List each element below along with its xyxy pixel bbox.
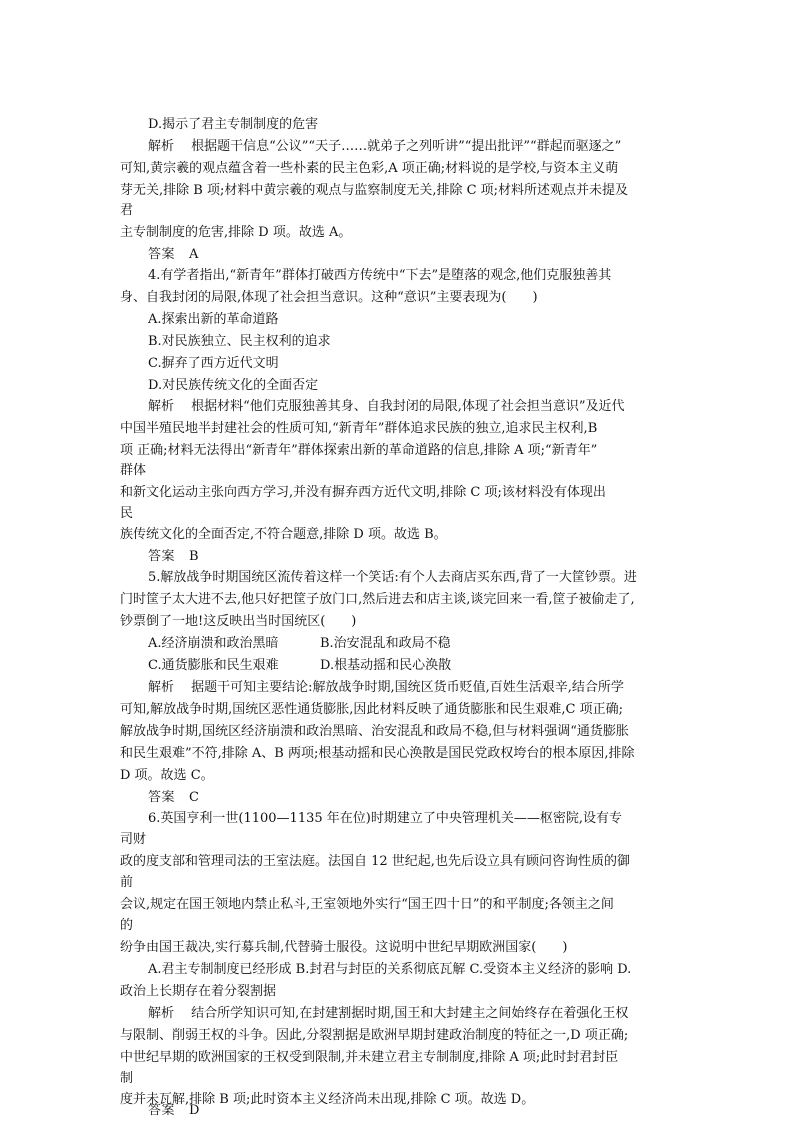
analysis-q5-line: 和民生艰难”不符,排除 A、B 两项;根基动摇和民心涣散是国民党政权垮台的根本原因,排除 bbox=[120, 746, 635, 761]
answer-label: 答案 bbox=[148, 790, 176, 805]
answer-q5 bbox=[148, 787, 199, 809]
question-4-stem: 4.有学者指出,“新青年”群体打破西方传统中“下去”是堕落的观念,他们克服独善其 bbox=[148, 268, 612, 283]
analysis-q6-line: 解析 结合所学知识可知,在封建割据时期,国王和大封建主之间始终存在着强化王权 bbox=[148, 1006, 629, 1021]
question-6-stem: 政的度支部和管理司法的王室法庭。法国自 12 世纪起,也先后设立具有顾问咨询性质的御 bbox=[120, 854, 630, 869]
option-d-q3: D.揭示了君主专制制度的危害 bbox=[148, 117, 319, 132]
option-a-q4: A.探索出新的革命道路 bbox=[148, 312, 279, 327]
analysis-q4-line: 项 正确;材料无法得出“新青年”群体探索出新的革命道路的信息,排除 A 项;“新青年” bbox=[120, 443, 598, 458]
analysis-q6-line: 与限制、削弱王权的斗争。因此,分裂割据是欧洲早期封建政治制度的特征之一,D 项正确; bbox=[120, 1028, 629, 1043]
question-5-stem: 门时筐子太大进不去,他只好把筐子放门口,然后进去和店主谈,谈完回来一看,筐子被偷走了, bbox=[120, 592, 635, 607]
option-d-q6: 政治上长期存在着分裂割据 bbox=[120, 984, 277, 999]
question-5-stem: 5.解放战争时期国统区流传着这样一个笑话:有个人去商店买东西,背了一大筐钞票。进 bbox=[148, 570, 637, 585]
question-6-stem: 前 bbox=[120, 875, 134, 890]
answer-value: B bbox=[189, 549, 200, 564]
analysis-q3-line: 君 bbox=[120, 203, 134, 218]
analysis-q4-line: 和新文化运动主张向西方学习,并没有摒弃西方近代文明,排除 C 项;该材料没有体现出 bbox=[120, 485, 606, 500]
answer-value: D bbox=[189, 1103, 200, 1118]
analysis-q4-line: 解析 根据材料“他们克服独善其身、自我封闭的局限,体现了社会担当意识”及近代 bbox=[148, 399, 625, 414]
option-a-q5: A.经济崩溃和政治黑暗 bbox=[148, 636, 279, 651]
analysis-q3-line: 解析 根据题干信息“公议”“天子……就弟子之列听讲”“提出批评”“群起而驱逐之” bbox=[148, 139, 622, 154]
option-b-q4: B.对民族独立、民主权利的追求 bbox=[148, 334, 331, 349]
option-c-q5: C.通货膨胀和民生艰难 bbox=[148, 658, 279, 673]
option-d-q4: D.对民族传统文化的全面否定 bbox=[148, 378, 319, 393]
option-b-q5: B.治安混乱和政局不稳 bbox=[320, 636, 451, 651]
question-5-stem: 钞票倒了一地!这反映出当时国统区( ) bbox=[120, 614, 357, 629]
analysis-q6-line: 度并未瓦解,排除 B 项;此时资本主义经济尚未出现,排除 C 项。故选 D。 bbox=[120, 1092, 535, 1107]
analysis-q5-line: D 项。故选 C。 bbox=[120, 768, 214, 783]
analysis-q4-line: 民 bbox=[120, 506, 134, 521]
analysis-q4-line: 中国半殖民地半封建社会的性质可知,“新青年”群体追求民族的独立,追求民主权利,B bbox=[120, 421, 598, 436]
analysis-q6-line: 中世纪早期的欧洲国家的王权受到限制,并未建立君主专制制度,排除 A 项;此时封君封臣 bbox=[120, 1050, 619, 1065]
question-4-stem: 身、自我封闭的局限,体现了社会担当意识。这种“意识”主要表现为( ) bbox=[120, 290, 538, 305]
question-6-stem: 纷争由国王裁决,实行募兵制,代替骑士服役。这说明中世纪早期欧洲国家( ) bbox=[120, 940, 568, 955]
analysis-q5-line: 解析 据题干可知主要结论:解放战争时期,国统区货币贬值,百姓生活艰辛,结合所学 bbox=[148, 680, 624, 695]
answer-q3 bbox=[148, 244, 199, 266]
analysis-q3-line: 可知,黄宗羲的观点蕴含着一些朴素的民主色彩,A 项正确;材料说的是学校,与资本主义萌 bbox=[120, 161, 619, 176]
analysis-q6-line: 制 bbox=[120, 1071, 134, 1086]
answer-q4 bbox=[148, 546, 199, 568]
options-q6: A.君主专制制度已经形成 B.封君与封臣的关系彻底瓦解 C.受资本主义经济的影响 D. bbox=[148, 962, 632, 977]
answer-label: 答案 bbox=[148, 247, 176, 262]
analysis-q3-line: 主专制制度的危害,排除 D 项。故选 A。 bbox=[120, 225, 352, 240]
analysis-q3-line: 芽无关,排除 B 项;材料中黄宗羲的观点与监察制度无关,排除 C 项;材料所述观点并未提及 bbox=[120, 183, 629, 198]
option-d-q5: D.根基动摇和民心涣散 bbox=[320, 658, 452, 673]
analysis-q5-line: 可知,解放战争时期,国统区恶性通货膨胀,因此材料反映了通货膨胀和民生艰难,C 项正确; bbox=[120, 702, 623, 717]
analysis-q4-line: 群体 bbox=[120, 463, 147, 478]
answer-value: C bbox=[189, 790, 200, 805]
question-6-stem: 会议,规定在国王领地内禁止私斗,王室领地外实行“国王四十日”的和平制度;各领主之间 bbox=[120, 897, 614, 912]
option-c-q4: C.摒弃了西方近代文明 bbox=[148, 356, 279, 371]
question-6-stem: 6.英国亨利一世(1100—1135 年在位)时期建立了中央管理机关——枢密院,设有专 bbox=[148, 811, 622, 826]
question-6-stem: 司财 bbox=[120, 832, 147, 847]
answer-q6 bbox=[148, 1100, 200, 1122]
analysis-q5-line: 解放战争时期,国统区经济崩溃和政治黑暗、治安混乱和政局不稳,但与材料强调“通货膨胀 bbox=[120, 724, 629, 739]
answer-label: 答案 bbox=[148, 1103, 176, 1118]
answer-label: 答案 bbox=[148, 549, 176, 564]
answer-value: A bbox=[189, 247, 199, 262]
analysis-q4-line: 族传统文化的全面否定,不符合题意,排除 D 项。故选 B。 bbox=[120, 527, 447, 542]
question-6-stem: 的 bbox=[120, 918, 134, 933]
